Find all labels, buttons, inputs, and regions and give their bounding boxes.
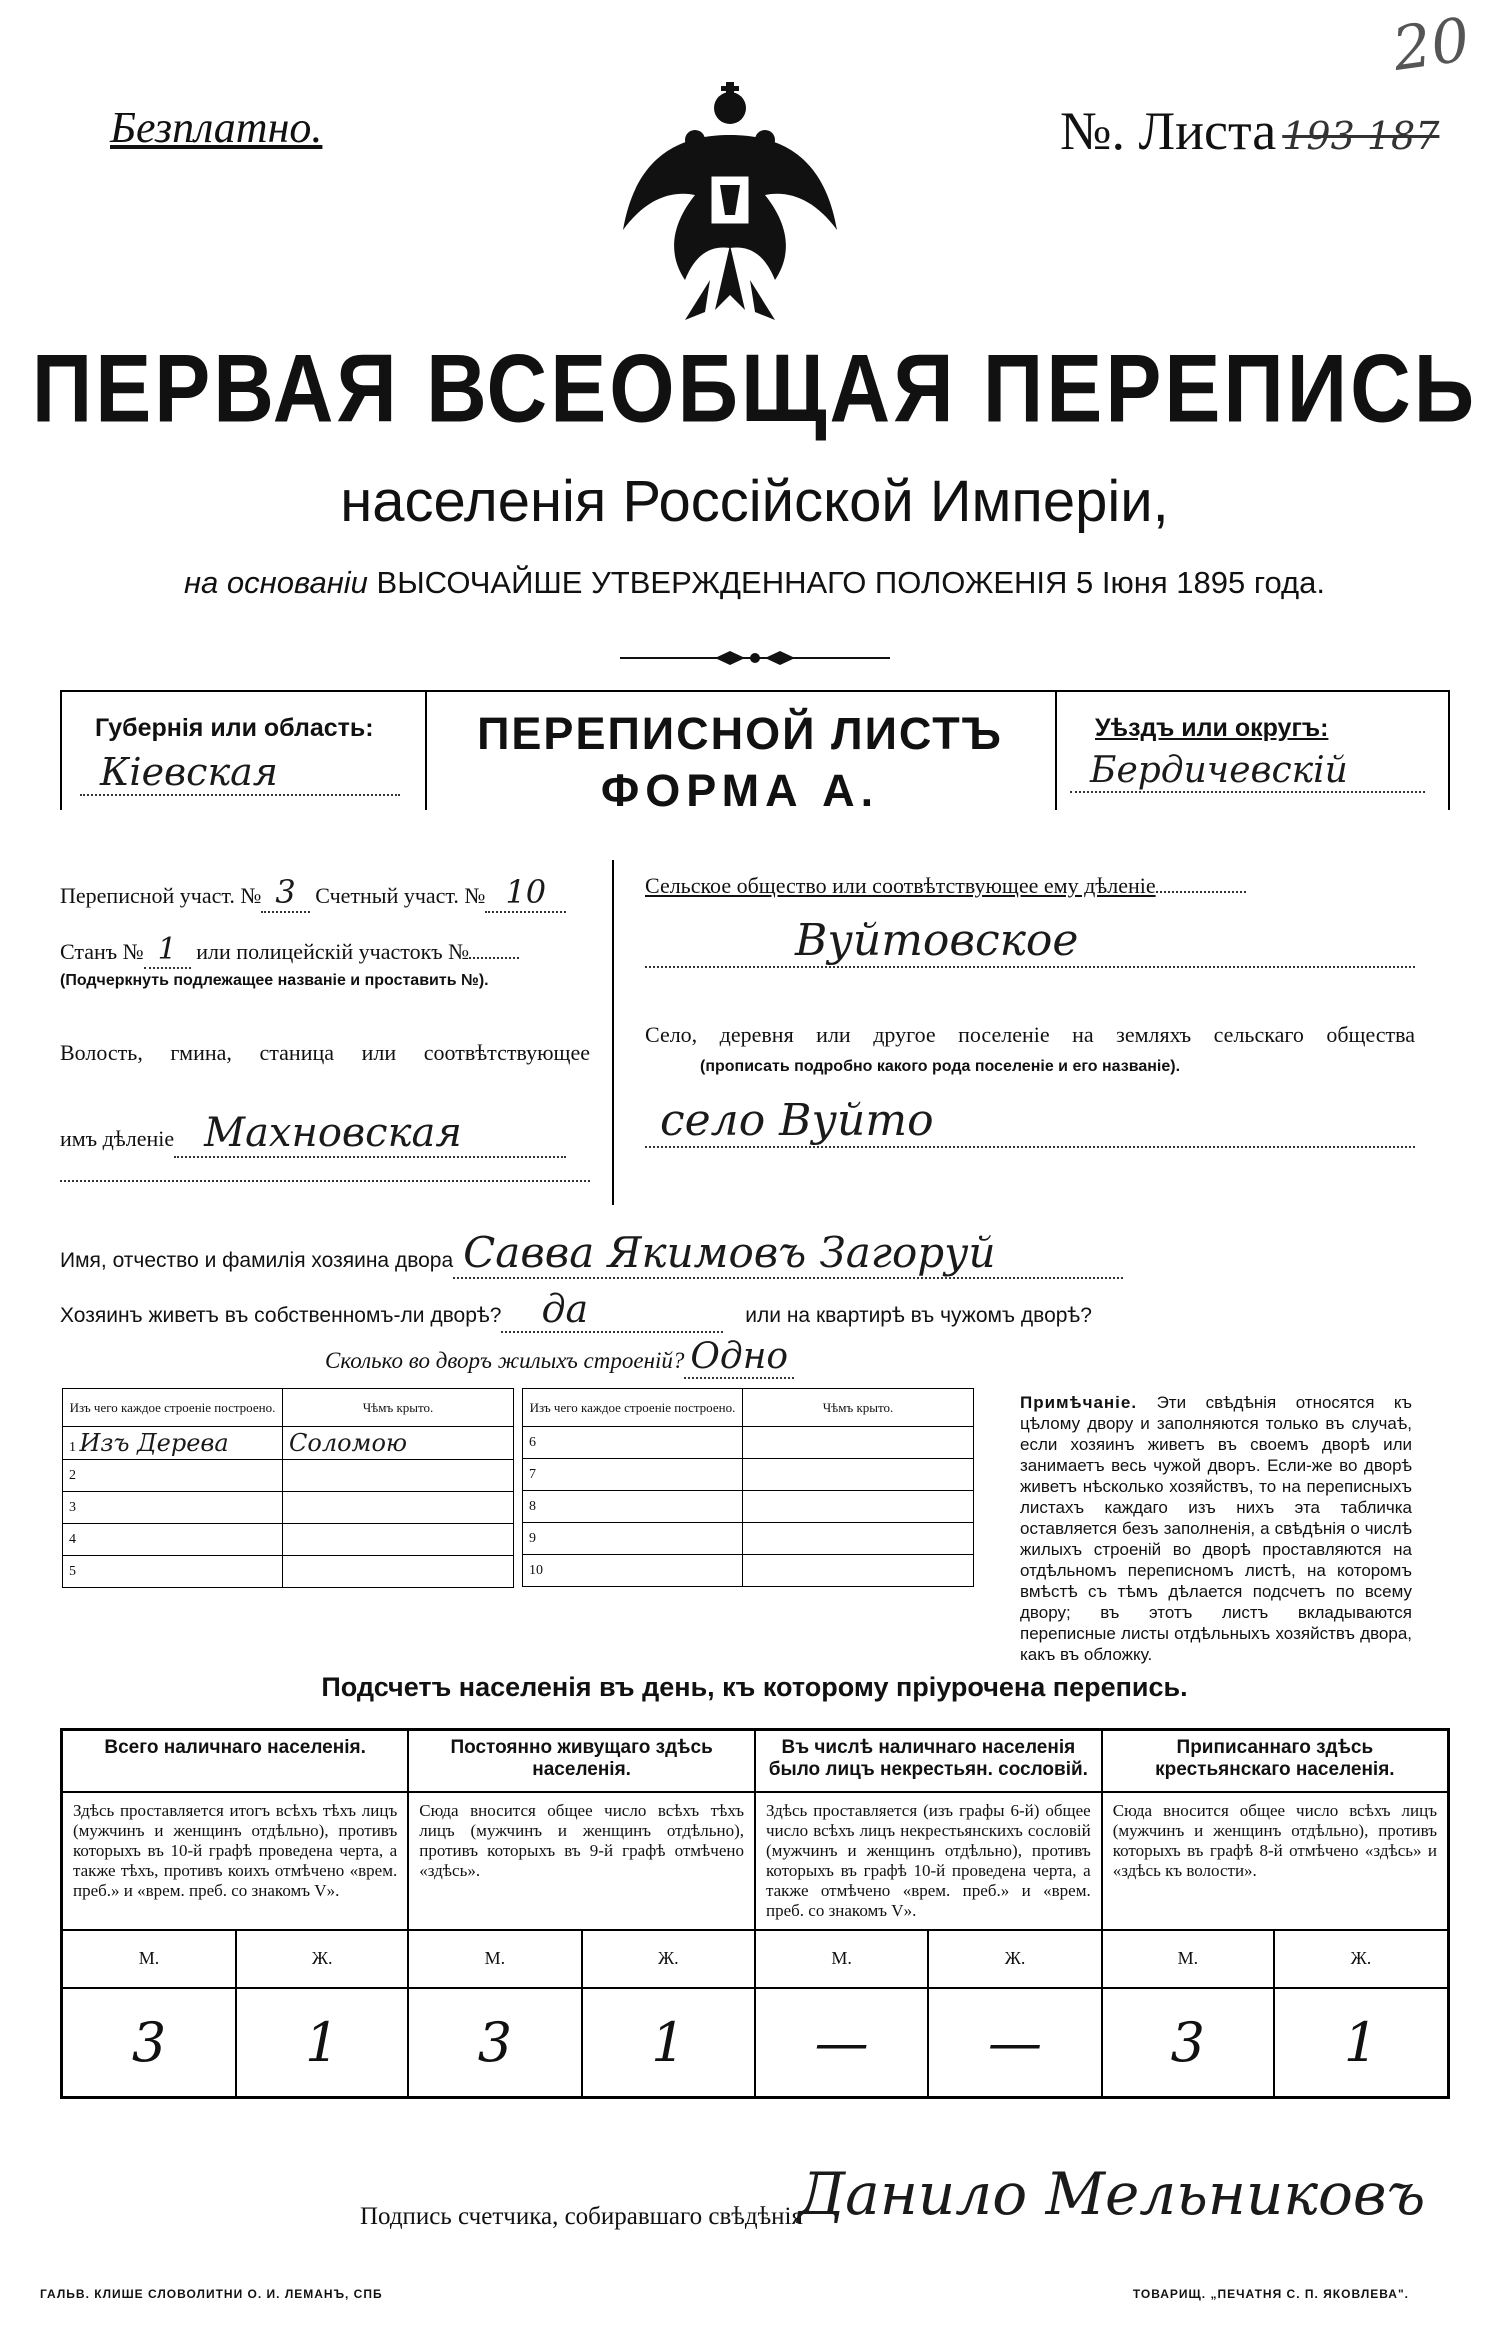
building-material: Изъ Дерева bbox=[79, 1429, 229, 1457]
camp-line bbox=[60, 932, 519, 967]
legal-basis-prefix: на основаніи bbox=[184, 565, 368, 600]
form-type: ФОРМА А. bbox=[600, 765, 880, 816]
district-value: Бердичевскій bbox=[1070, 750, 1425, 793]
sheet-number-label: №. Листа bbox=[1060, 101, 1277, 161]
table-row bbox=[63, 1427, 514, 1460]
building-roof-cell bbox=[283, 1460, 514, 1492]
population-table bbox=[60, 1728, 1450, 2099]
volost-value: Махновская bbox=[174, 1110, 566, 1158]
building-roof-cell bbox=[283, 1427, 514, 1460]
row-number: 6 bbox=[529, 1434, 536, 1450]
population-values-row bbox=[62, 1988, 1449, 2098]
female-count: 1 bbox=[236, 1988, 408, 2098]
female-label: Ж. bbox=[236, 1930, 408, 1988]
village-value: село Вуйто bbox=[645, 1095, 1415, 1148]
female-count: 1 bbox=[1274, 1988, 1449, 2098]
sheet-number-value: 193 187 bbox=[1282, 114, 1440, 158]
building-roof-cell bbox=[283, 1524, 514, 1556]
building-roof-cell bbox=[743, 1555, 974, 1587]
female-label: Ж. bbox=[582, 1930, 755, 1988]
row-number: 5 bbox=[69, 1563, 76, 1579]
police-precinct-value bbox=[469, 957, 519, 959]
buildings-note bbox=[1020, 1392, 1412, 1665]
province-label: Губернія или область: bbox=[95, 714, 374, 742]
signature-label: Подпись счетчика, собиравшаго свѣдѣнія bbox=[360, 2203, 803, 2230]
ornament-divider bbox=[620, 648, 890, 668]
building-material-cell bbox=[63, 1427, 283, 1460]
village-note: (прописать подробно какого рода поселеніе и его названіе). bbox=[700, 1058, 1181, 1075]
building-roof: Соломою bbox=[289, 1429, 408, 1457]
society-value: Вуйтовское bbox=[645, 915, 1415, 968]
building-material-cell bbox=[523, 1427, 743, 1459]
row-number: 8 bbox=[529, 1498, 536, 1514]
building-roof-cell bbox=[743, 1459, 974, 1491]
volost-label: Волость, гмина, станица или соотвѣтствующее bbox=[60, 1040, 590, 1065]
society-line bbox=[645, 873, 1246, 899]
province-value: Кіевская bbox=[80, 750, 400, 796]
male-label: М. bbox=[755, 1930, 928, 1988]
counting-section-value: 10 bbox=[485, 873, 566, 913]
table-row bbox=[63, 1524, 514, 1556]
population-col-header: Всего наличнаго населенія. bbox=[62, 1730, 409, 1792]
sheet-number bbox=[1060, 100, 1439, 162]
owner-name-label: Имя, отчество и фамилія хозяина двора bbox=[60, 1249, 454, 1272]
census-section-label: Переписной участ. № bbox=[60, 883, 262, 908]
imprint-left: ГАЛЬВ. КЛИШЕ СЛОВОЛИТНИ О. И. ЛЕМАНЪ, СПБ bbox=[40, 2287, 383, 2301]
row-number: 4 bbox=[69, 1531, 76, 1547]
population-sex-row bbox=[62, 1930, 1449, 1988]
male-count: 3 bbox=[408, 1988, 581, 2098]
table-row bbox=[523, 1427, 974, 1459]
population-col-desc: Здѣсь проставляется итогъ всѣхъ тѣхъ лицъ (мужчинъ и женщинъ отдѣльно), противъ которыхъ въ 10-й графѣ проведена черта, а также тѣхъ, противъ коихъ отмѣчено «врем. преб.» и «врем. преб. со знакомъ V». bbox=[62, 1792, 409, 1930]
camp-value: 1 bbox=[144, 932, 191, 969]
imperial-eagle-emblem bbox=[615, 80, 845, 330]
volost-extra-line bbox=[60, 1180, 590, 1182]
building-material-cell bbox=[523, 1555, 743, 1587]
middle-vertical-rule bbox=[612, 860, 614, 1205]
center-right-rule bbox=[1055, 690, 1057, 810]
header-top-rule bbox=[60, 690, 1450, 692]
note-title: Примѣчаніе. bbox=[1020, 1393, 1138, 1412]
camp-label: Станъ № bbox=[60, 939, 144, 964]
row-number: 9 bbox=[529, 1530, 536, 1546]
society-dots bbox=[1156, 891, 1246, 893]
buildings-table-right bbox=[522, 1388, 974, 1587]
imprint-right: ТОВАРИЩ. „ПЕЧАТНЯ С. П. ЯКОВЛЕВА". bbox=[1132, 2287, 1409, 2301]
buildings-count-label: Сколько во дворъ жилыхъ строеній? bbox=[325, 1348, 685, 1373]
buildings-header-row bbox=[523, 1389, 974, 1427]
census-section-line bbox=[60, 873, 566, 911]
building-material-cell bbox=[63, 1492, 283, 1524]
buildings-count-line bbox=[325, 1336, 794, 1379]
free-of-charge-label: Безплатно. bbox=[110, 103, 323, 152]
table-row bbox=[523, 1491, 974, 1523]
population-col-header: Постоянно живущаго здѣсь населенія. bbox=[408, 1730, 755, 1792]
population-desc-row bbox=[62, 1792, 1449, 1930]
legal-basis bbox=[0, 565, 1509, 601]
building-roof-cell bbox=[743, 1491, 974, 1523]
population-col-header: Приписаннаго здѣсь крестьянскаго населенія. bbox=[1102, 1730, 1449, 1792]
right-box-rule bbox=[1448, 690, 1450, 810]
police-precinct-label: или полицейскій участокъ № bbox=[196, 939, 470, 964]
buildings-col-material: Изъ чего каждое строеніе построено. bbox=[523, 1389, 743, 1427]
district-label: Уѣздъ или округъ: bbox=[1095, 714, 1329, 742]
row-number: 3 bbox=[69, 1499, 76, 1515]
row-number: 10 bbox=[529, 1562, 543, 1578]
form-title: ПЕРЕПИСНОЙ ЛИСТЪ bbox=[477, 708, 1003, 759]
male-count: 3 bbox=[62, 1988, 237, 2098]
building-material-cell bbox=[523, 1523, 743, 1555]
buildings-col-roof: Чѣмъ крыто. bbox=[283, 1389, 514, 1427]
female-label: Ж. bbox=[928, 1930, 1101, 1988]
population-header-row bbox=[62, 1730, 1449, 1792]
building-material-cell bbox=[63, 1524, 283, 1556]
owner-lives-line bbox=[60, 1287, 1092, 1333]
buildings-count-value: Одно bbox=[684, 1336, 794, 1379]
document-subtitle: населенія Россійской Имперіи, bbox=[340, 469, 1169, 534]
male-label: М. bbox=[408, 1930, 581, 1988]
census-section-value: 3 bbox=[261, 873, 309, 913]
building-roof-cell bbox=[743, 1427, 974, 1459]
owner-lives-value: да bbox=[501, 1287, 723, 1333]
document-title: ПЕРВАЯ ВСЕОБЩАЯ ПЕРЕПИСЬ bbox=[31, 333, 1478, 442]
table-row bbox=[63, 1492, 514, 1524]
table-row bbox=[523, 1459, 974, 1491]
building-roof-cell bbox=[283, 1492, 514, 1524]
owner-name-value: Савва Якимовъ Загоруй bbox=[453, 1228, 1123, 1279]
population-col-desc: Здѣсь проставляется (изъ графы 6-й) общее число всѣхъ лицъ некрестьянскихъ сословій (мужчинъ и женщинъ отдѣльно), противъ которыхъ въ графѣ 10-й проведена черта, а также отмѣчено «врем. преб.» и «врем. преб. со знакомъ V». bbox=[755, 1792, 1102, 1930]
female-label: Ж. bbox=[1274, 1930, 1449, 1988]
owner-lives-label: Хозяинъ живетъ въ собственномъ-ли дворѣ? bbox=[60, 1304, 502, 1327]
male-count: — bbox=[755, 1988, 928, 2098]
counting-section-label: Счетный участ. № bbox=[315, 883, 486, 908]
female-count: 1 bbox=[582, 1988, 755, 2098]
legal-basis-text: ВЫСОЧАЙШЕ УТВЕРЖДЕННАГО ПОЛОЖЕНІЯ 5 Іюня 1895 года. bbox=[376, 565, 1325, 600]
row-number: 1 bbox=[69, 1440, 76, 1455]
owner-rent-label: или на квартирѣ въ чужомъ дворѣ? bbox=[745, 1304, 1092, 1327]
building-material-cell bbox=[523, 1459, 743, 1491]
table-row bbox=[63, 1460, 514, 1492]
population-section-title: Подсчетъ населенія въ день, къ которому пріурочена перепись. bbox=[321, 1672, 1188, 1702]
left-box-rule bbox=[60, 690, 62, 810]
building-roof-cell bbox=[743, 1523, 974, 1555]
table-row bbox=[523, 1523, 974, 1555]
female-count: — bbox=[928, 1988, 1101, 2098]
volost-label-2: имъ дѣленіе bbox=[60, 1126, 175, 1151]
camp-note: (Подчеркнуть подлежащее названіе и проставить №). bbox=[60, 972, 489, 989]
volost-line bbox=[60, 1110, 566, 1158]
building-material-cell bbox=[63, 1460, 283, 1492]
enumerator-signature: Данило Мельниковъ bbox=[798, 2160, 1426, 2228]
population-col-desc: Сюда вносится общее число всѣхъ лицъ (мужчинъ и женщинъ отдѣльно), противъ которыхъ въ графѣ 8-й отмѣчено «здѣсь» и «здѣсь къ волости». bbox=[1102, 1792, 1449, 1930]
row-number: 7 bbox=[529, 1466, 536, 1482]
corner-handwritten-mark: 20 bbox=[1388, 5, 1474, 85]
male-count: 3 bbox=[1102, 1988, 1274, 2098]
buildings-col-roof: Чѣмъ крыто. bbox=[743, 1389, 974, 1427]
buildings-header-row bbox=[63, 1389, 514, 1427]
note-text: Эти свѣдѣнія относятся къ цѣлому двору и заполняются только въ случаѣ, если хозяинъ живетъ въ своемъ дворѣ или занимаетъ весь чужой дворъ. Если-же во дворѣ живетъ нѣсколько хозяйствъ, то на переписныхъ листахъ каждаго изъ нихъ эта табличка оставляется безъ заполненія, а свѣдѣнія о числѣ жилыхъ строеній во дворѣ проставляются на отдѣльномъ переписномъ листѣ, на которомъ вмѣстѣ съ тѣмъ дѣлается подсчетъ по всему двору; въ этотъ листъ вкладываются переписные листы отдѣльныхъ хозяйствъ двора, какъ въ обложку. bbox=[1020, 1393, 1412, 1664]
village-label: Село, деревня или другое поселеніе на земляхъ сельскаго общества bbox=[645, 1022, 1415, 1047]
building-material-cell bbox=[63, 1556, 283, 1588]
society-label: Сельское общество или соотвѣтствующее ему дѣленіе bbox=[645, 873, 1156, 898]
buildings-col-material: Изъ чего каждое строеніе построено. bbox=[63, 1389, 283, 1427]
population-col-header: Въ числѣ наличнаго населенія было лицъ некрестьян. сословій. bbox=[755, 1730, 1102, 1792]
table-row bbox=[63, 1556, 514, 1588]
building-material-cell bbox=[523, 1491, 743, 1523]
owner-name-line bbox=[60, 1228, 1123, 1279]
male-label: М. bbox=[1102, 1930, 1274, 1988]
table-row bbox=[523, 1555, 974, 1587]
building-roof-cell bbox=[283, 1556, 514, 1588]
buildings-table-left bbox=[62, 1388, 514, 1588]
row-number: 2 bbox=[69, 1467, 76, 1483]
population-col-desc: Сюда вносится общее число всѣхъ тѣхъ лицъ (мужчинъ и женщинъ отдѣльно), противъ которыхъ въ 9-й графѣ отмѣчено «здѣсь». bbox=[408, 1792, 755, 1930]
male-label: М. bbox=[62, 1930, 237, 1988]
